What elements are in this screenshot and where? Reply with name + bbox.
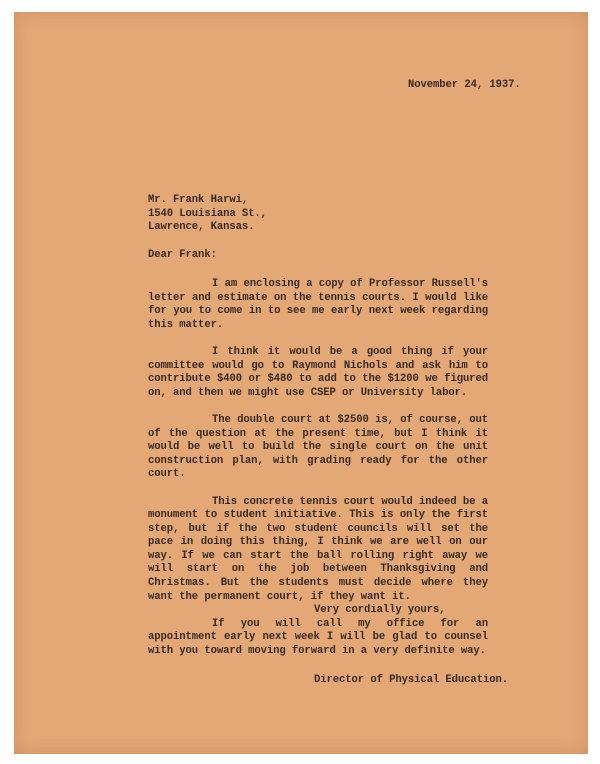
signature-title: Director of Physical Education. [314,674,508,686]
address-line: Lawrence, Kansas. [148,221,255,234]
letter-date: November 24, 1937. [408,79,521,91]
complimentary-close: Very cordially yours, [314,604,446,616]
body-paragraph: I am enclosing a copy of Professor Russell's letter and estimate on the tennis courts. I would like for you to come in to see me early next week regarding this matter. [148,278,488,331]
address-line: 1540 Louisiana St., [148,207,267,220]
letter-page [14,12,588,754]
body-paragraph: The double court at $2500 is, of course, out of the question at the present time, but I think it would be well to build the single court on the unit construction plan, with grading ready for the other court. [148,413,488,481]
address-line: Mr. Frank Harwi, [148,194,249,206]
recipient-address [148,194,267,235]
body-paragraph: I think it would be a good thing if your committee would go to Raymond Nichols and ask him to contribute $400 or $480 to add to the $1200 we figured on, and then we might use CSEP or University labor. [148,345,488,399]
body-paragraph: If you will call my office for an appointment early next week I will be glad to counsel with you toward moving forward in a very definite way. [148,617,488,658]
salutation: Dear Frank: [148,249,217,261]
body-paragraph: This concrete tennis court would indeed be a monument to student initiative. This is only the first step, but if the two student councils will set the pace in doing this thing, I think we are well on our way. If we can start the ball rolling right away we will start on the job between Thanksgiving and Christmas. But the students must decide where they want the permanent court, if they want it. [148,495,488,603]
